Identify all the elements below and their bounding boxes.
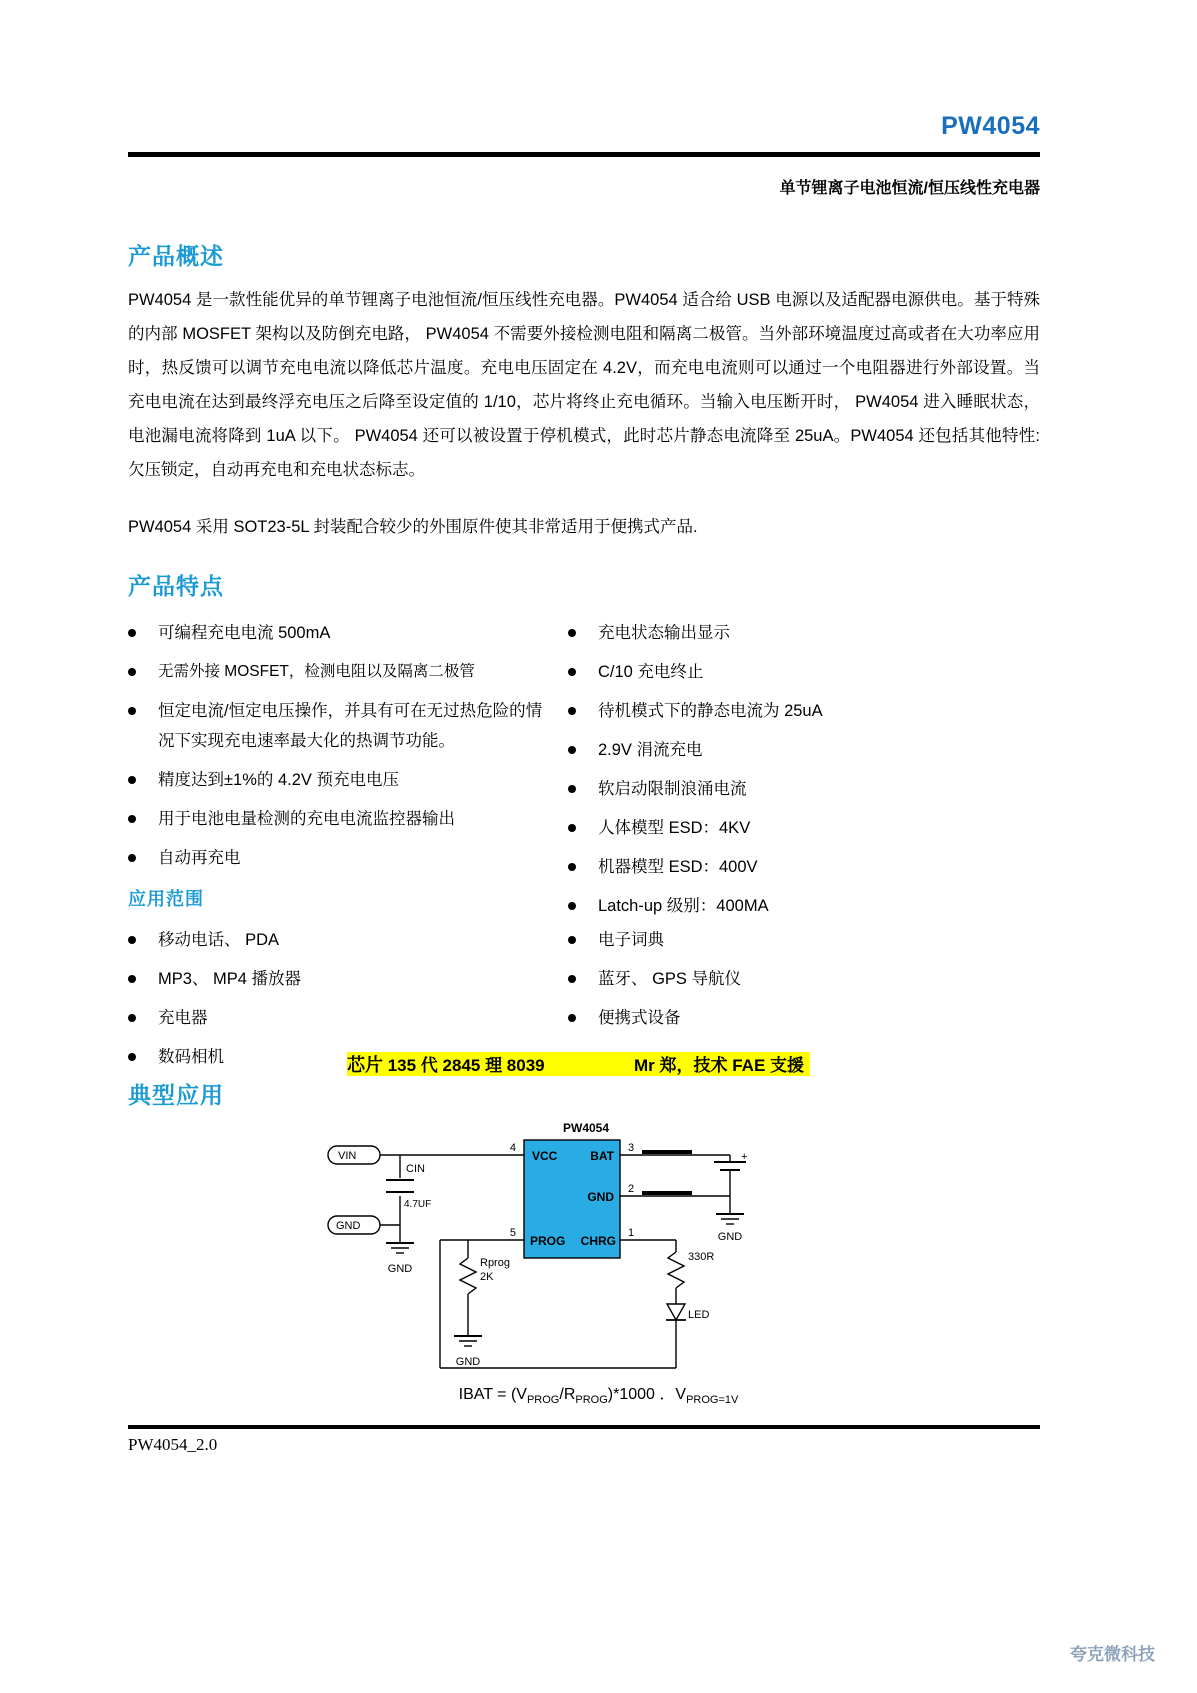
- list-item-label: 移动电话、 PDA: [158, 931, 280, 949]
- list-item-label: 用于电池电量检测的充电电流监控器输出: [158, 810, 455, 828]
- footer-divider: [128, 1425, 1040, 1429]
- list-item-label: 软启动限制浪涌电流: [598, 780, 747, 798]
- svg-text:VCC: VCC: [532, 1149, 558, 1163]
- section-heading-applications: 应用范围: [128, 889, 204, 909]
- svg-text:2K: 2K: [480, 1271, 494, 1283]
- features-list-right: [568, 618, 1008, 930]
- overview-paragraph-1: PW4054 是一款性能优异的单节锂离子电池恒流/恒压线性充电器。PW4054 适合给 USB 电源以及适配器电源供电。基于特殊的内部 MOSFET 架构以及防倒充电路， PW4054 不需要外接检测电阻和隔离二极管。当外部环境温度过高或者在大功率应用时，热反馈可以调节充电电流以降低芯片温度。充电电压固定在 4.2V，而充电电流则可以通过一个电阻器进行外部设置。当充电电流在达到最终浮充电压之后降至设定值的 1/10，芯片将终止充电循环。当输入电压断开时， PW4054 进入睡眠状态，电池漏电流将降到 1uA 以下。 PW4054 还可以被设置于停机模式，此时芯片静态电流降至 25uA。PW4054 还包括其他特性: 欠压锁定，自动再充电和充电状态标志。: [128, 291, 1040, 479]
- bullet-icon: [568, 863, 576, 871]
- svg-text:Rprog: Rprog: [480, 1257, 510, 1269]
- overview-paragraph-2: PW4054 采用 SOT23-5L 封装配合较少的外围原件使其非常适用于便携式产品.: [128, 518, 698, 536]
- list-item-label: 无需外接 MOSFET，检测电阻以及隔离二极管: [158, 663, 475, 680]
- highlight-annotation-prefix: 芯片: [347, 1055, 383, 1075]
- bullet-icon: [128, 854, 136, 862]
- list-item: [568, 925, 1008, 955]
- svg-text:4.7UF: 4.7UF: [404, 1199, 432, 1210]
- list-item: [568, 618, 1008, 648]
- svg-text:BAT: BAT: [590, 1149, 614, 1163]
- bullet-icon: [568, 629, 576, 637]
- bullet-icon: [128, 629, 136, 637]
- bullet-icon: [568, 707, 576, 715]
- bullet-icon: [568, 902, 576, 910]
- watermark-label: 夸克微科技: [1070, 1645, 1155, 1664]
- list-item: [568, 813, 1008, 843]
- bullet-icon: [568, 668, 576, 676]
- list-item: [128, 657, 543, 687]
- list-item: [128, 804, 543, 834]
- svg-text:CHRG: CHRG: [580, 1234, 616, 1248]
- page-title: PW4054: [941, 112, 1040, 140]
- svg-text:3: 3: [628, 1142, 635, 1154]
- svg-text:GND: GND: [455, 1356, 481, 1368]
- svg-text:GND: GND: [717, 1231, 743, 1243]
- highlight-annotation: [347, 1051, 545, 1077]
- list-item-label: 便携式设备: [598, 1009, 681, 1027]
- svg-text:LED: LED: [688, 1309, 710, 1321]
- list-item: [568, 657, 1008, 687]
- svg-text:330R: 330R: [688, 1251, 715, 1263]
- list-item-label: 机器模型 ESD：400V: [598, 858, 758, 876]
- schematic-formula: [0, 1381, 1197, 1406]
- formula-part-2: /R: [559, 1386, 576, 1403]
- list-item-label: 自动再充电: [158, 849, 241, 867]
- list-item: [128, 1003, 543, 1033]
- svg-text:GND: GND: [336, 1220, 361, 1232]
- list-item-label: 数码相机: [158, 1048, 224, 1066]
- list-item: [568, 852, 1008, 882]
- list-item-label: 可编程充电电流 500mA: [158, 624, 331, 642]
- formula-sub-2: PROG: [575, 1394, 608, 1407]
- list-item: [128, 765, 543, 795]
- svg-text:PROG: PROG: [530, 1234, 566, 1248]
- bullet-icon: [568, 824, 576, 832]
- list-item-label: 电子词典: [598, 931, 664, 949]
- formula-sub-3: PROG=1V: [686, 1394, 739, 1407]
- bullet-icon: [128, 776, 136, 784]
- bullet-icon: [128, 975, 136, 983]
- applications-list-right: [568, 925, 1008, 1042]
- list-item: [128, 696, 543, 756]
- formula-part-1: IBAT = (V: [458, 1386, 527, 1403]
- bullet-icon: [568, 746, 576, 754]
- document-version: PW4054_2.0: [128, 1435, 218, 1454]
- list-item: [128, 843, 543, 873]
- list-item-label: 待机模式下的静态电流为 25uA: [598, 702, 823, 720]
- list-item-label: 恒定电流/恒定电压操作，并具有可在无过热危险的情况下实现充电速率最大化的热调节功能。: [158, 702, 543, 750]
- features-list-left: [128, 618, 543, 882]
- header-divider: [128, 152, 1040, 157]
- bullet-icon: [128, 1014, 136, 1022]
- svg-text:4: 4: [509, 1142, 516, 1154]
- document-subtitle: 单节锂离子电池恒流/恒压线性充电器: [779, 180, 1040, 197]
- bullet-icon: [128, 815, 136, 823]
- highlight-annotation-code: 135 代 2845 理 8039: [383, 1056, 545, 1075]
- bullet-icon: [128, 707, 136, 715]
- list-item: [568, 891, 1008, 921]
- list-item-label: MP3、 MP4 播放器: [158, 970, 302, 988]
- fae-support-note: Mr 郑，技术 FAE 支援: [634, 1056, 805, 1075]
- list-item-label: 充电器: [158, 1009, 208, 1027]
- svg-text:CIN: CIN: [406, 1163, 425, 1175]
- list-item: [128, 618, 543, 648]
- svg-text:1: 1: [628, 1227, 635, 1239]
- section-heading-typical-application: 典型应用: [128, 1082, 224, 1108]
- svg-text:PW4054: PW4054: [562, 1121, 610, 1135]
- formula-part-3: )*1000 ．V: [607, 1386, 687, 1403]
- bullet-icon: [568, 975, 576, 983]
- svg-text:GND: GND: [387, 1263, 413, 1275]
- list-item-label: 蓝牙、 GPS 导航仪: [598, 970, 742, 988]
- bullet-icon: [128, 1053, 136, 1061]
- section-heading-overview: 产品概述: [128, 243, 224, 269]
- list-item-label: C/10 充电终止: [598, 663, 704, 681]
- svg-text:2: 2: [628, 1183, 635, 1195]
- list-item-label: 人体模型 ESD：4KV: [598, 819, 751, 837]
- list-item-label: Latch-up 级别：400MA: [598, 897, 769, 915]
- svg-text:+: +: [741, 1151, 748, 1163]
- list-item: [568, 774, 1008, 804]
- bullet-icon: [568, 785, 576, 793]
- bullet-icon: [568, 1014, 576, 1022]
- bullet-icon: [128, 668, 136, 676]
- list-item-label: 充电状态输出显示: [598, 624, 730, 642]
- list-item: [128, 925, 543, 955]
- bullet-icon: [128, 936, 136, 944]
- svg-text:5: 5: [509, 1227, 516, 1239]
- svg-text:VIN: VIN: [338, 1150, 357, 1162]
- list-item: [568, 964, 1008, 994]
- section-heading-features: 产品特点: [128, 573, 224, 599]
- list-item: [568, 696, 1008, 726]
- bullet-icon: [568, 936, 576, 944]
- formula-sub-1: PROG: [526, 1394, 560, 1407]
- list-item-label: 精度达到±1%的 4.2V 预充电电压: [158, 771, 400, 789]
- list-item: [128, 964, 543, 994]
- list-item: [568, 735, 1008, 765]
- list-item: [568, 1003, 1008, 1033]
- list-item-label: 2.9V 涓流充电: [598, 741, 703, 759]
- svg-text:GND: GND: [587, 1190, 614, 1204]
